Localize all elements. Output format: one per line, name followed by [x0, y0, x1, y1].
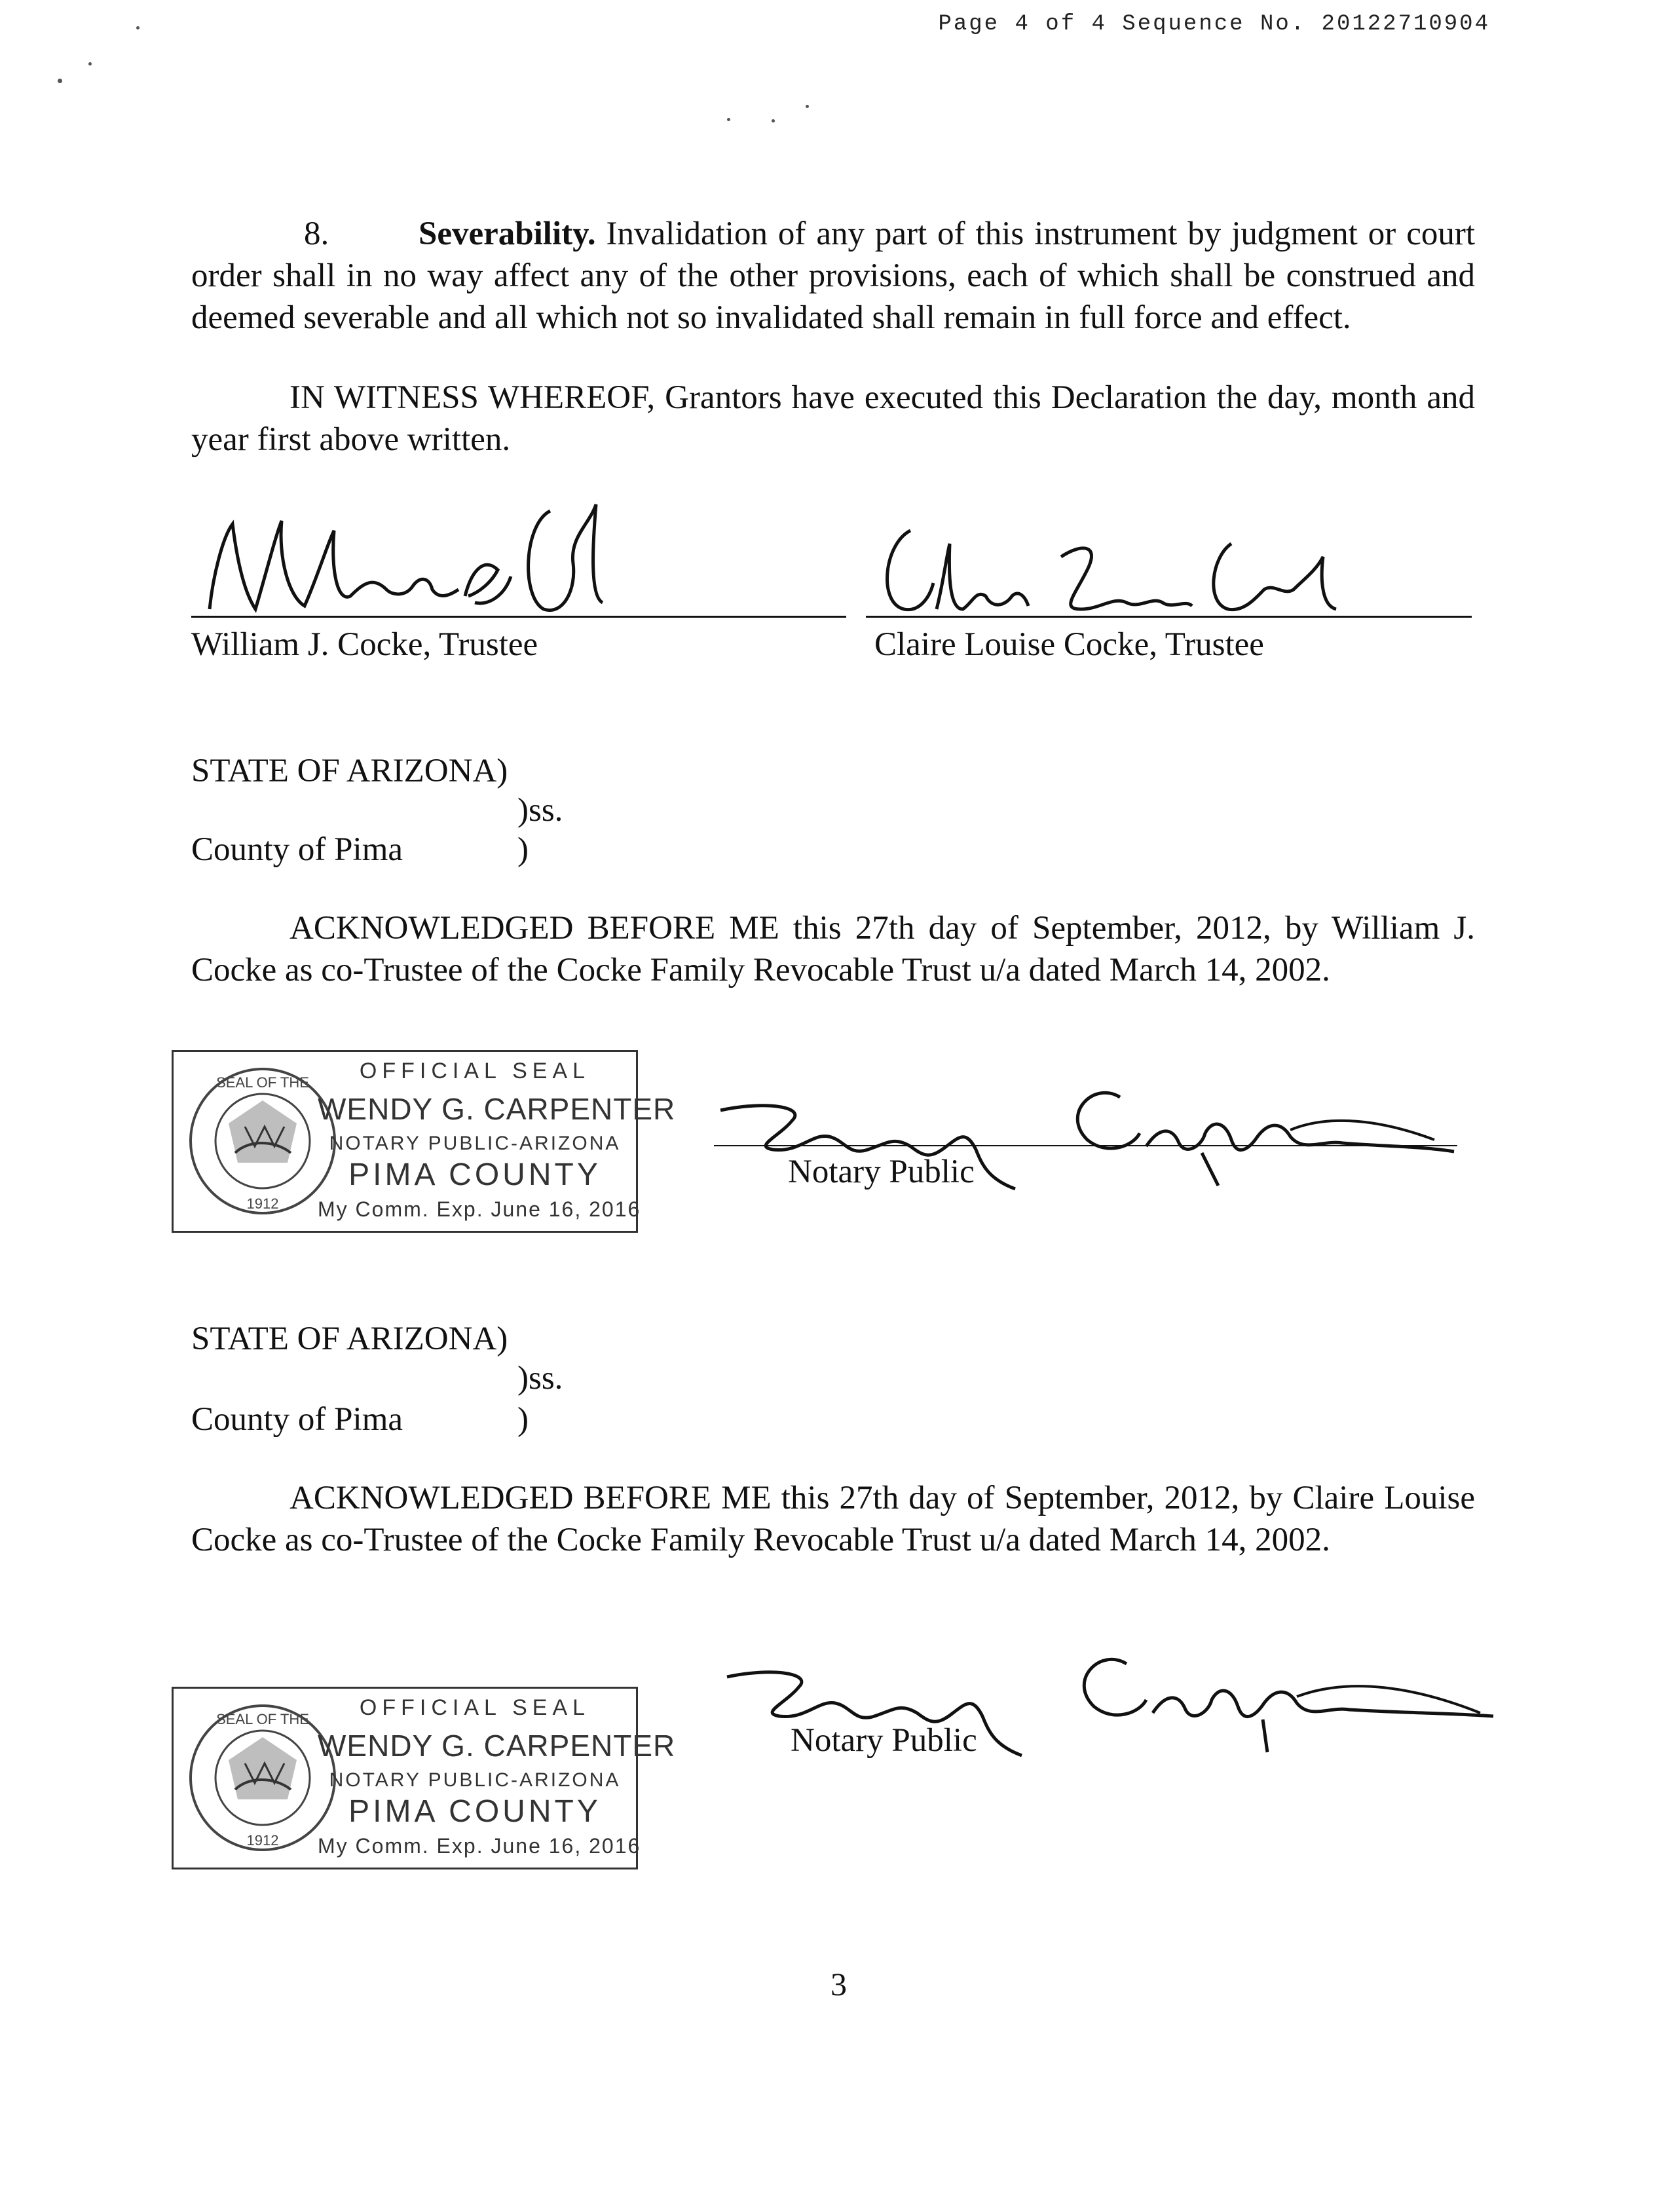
venue-state: STATE OF ARIZONA) — [191, 753, 508, 789]
acknowledgment-paragraph — [191, 1477, 1475, 1561]
notary-signature-line — [714, 1145, 1457, 1146]
scan-speck — [136, 26, 140, 29]
venue-paren: ) — [517, 1401, 529, 1438]
acknowledgment-paragraph — [191, 907, 1475, 991]
svg-text:1912: 1912 — [246, 1195, 279, 1212]
signature-william-cocke — [196, 498, 603, 622]
scan-speck — [806, 105, 809, 108]
venue-county: County of Pima — [191, 831, 403, 868]
scan-speck — [58, 79, 62, 83]
severability-paragraph — [191, 213, 1475, 339]
page-number: 3 — [831, 1966, 847, 2002]
venue-state: STATE OF ARIZONA) — [191, 1321, 508, 1357]
signer-label-claire: Claire Louise Cocke, Trustee — [874, 626, 1264, 663]
signature-claire-cocke — [865, 517, 1336, 622]
section-text: Invalidation of any part of this instrument by judgment or court order shall in no way affect any of the other provisions, each of which shall be construed and deemed severable and all which not so invalidated shall remain in full force and effect. — [191, 216, 1476, 336]
notary-seal-stamp — [172, 1050, 676, 1233]
svg-text:SEAL OF THE: SEAL OF THE — [216, 1074, 309, 1091]
seal-expiration: My Comm. Exp. June 16, 2016 — [318, 1197, 641, 1221]
page-header: Page 4 of 4 Sequence No. 20122710904 — [938, 12, 1490, 37]
svg-text:1912: 1912 — [246, 1832, 279, 1849]
seal-title: OFFICIAL SEAL — [359, 1059, 591, 1083]
scan-speck — [772, 119, 775, 122]
scan-speck — [727, 118, 730, 121]
seal-notary-state: NOTARY PUBLIC-ARIZONA — [329, 1769, 621, 1791]
signature-line-claire — [866, 616, 1472, 618]
scan-speck — [88, 62, 92, 66]
acknowledgment-text: ACKNOWLEDGED BEFORE ME this 27th day of September, 2012, by William J. Cocke as co-Trustee of the Cocke Family Revocable Trust u/a dated March 14, 2002. — [191, 910, 1475, 988]
seal-title: OFFICIAL SEAL — [359, 1695, 591, 1720]
signature-line-william — [191, 616, 846, 618]
seal-notary-name: WENDY G. CARPENTER — [318, 1729, 676, 1763]
seal-expiration: My Comm. Exp. June 16, 2016 — [318, 1834, 641, 1858]
venue-ss: )ss. — [517, 792, 563, 829]
signer-label-william: William J. Cocke, Trustee — [191, 626, 538, 663]
venue-county: County of Pima — [191, 1401, 403, 1438]
seal-county: PIMA COUNTY — [348, 1157, 601, 1192]
witness-paragraph — [191, 377, 1475, 460]
notary-label: Notary Public — [791, 1722, 977, 1759]
svg-text:SEAL OF THE: SEAL OF THE — [216, 1711, 309, 1727]
notary-seal-stamp — [172, 1687, 676, 1869]
seal-notary-name: WENDY G. CARPENTER — [318, 1092, 676, 1126]
venue-ss: )ss. — [517, 1360, 563, 1397]
notary-label: Notary Public — [788, 1154, 975, 1190]
seal-county: PIMA COUNTY — [348, 1794, 601, 1829]
seal-notary-state: NOTARY PUBLIC-ARIZONA — [329, 1133, 621, 1154]
section-heading: Severability. — [419, 216, 596, 252]
witness-text: IN WITNESS WHEREOF, Grantors have executed this Declaration the day, month and year first above written. — [191, 379, 1475, 458]
section-number: 8. — [304, 216, 329, 252]
venue-paren: ) — [517, 831, 529, 868]
acknowledgment-text: ACKNOWLEDGED BEFORE ME this 27th day of September, 2012, by Claire Louise Cocke as co-Trustee of the Cocke Family Revocable Trust u/a dated March 14, 2002. — [191, 1480, 1475, 1558]
